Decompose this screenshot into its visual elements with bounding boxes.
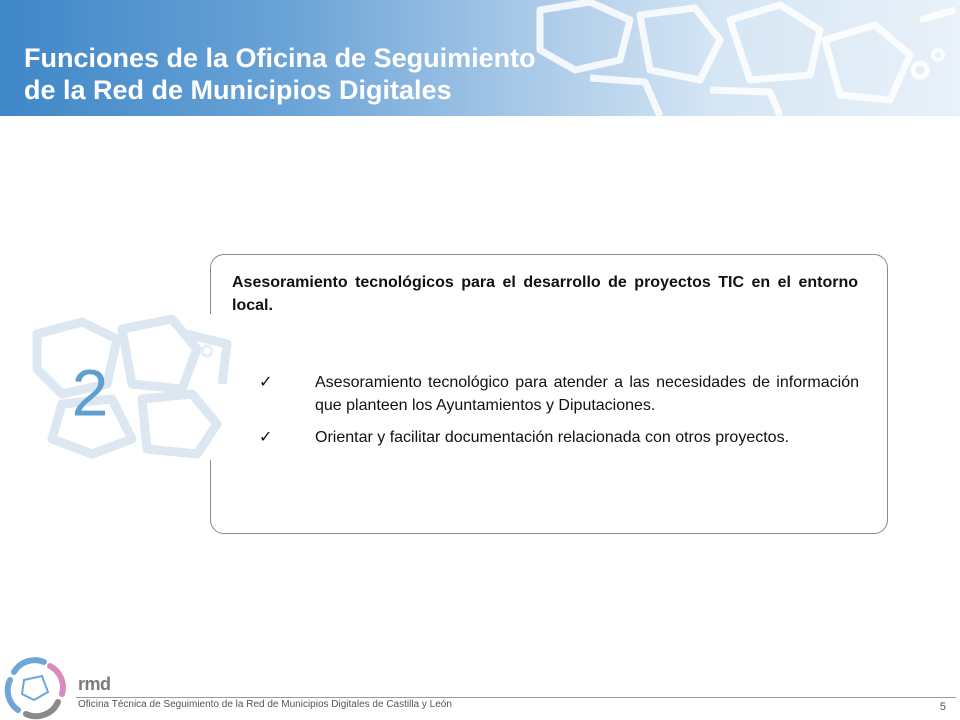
checkmark-icon: ✓ <box>259 429 273 446</box>
header-banner <box>0 0 960 116</box>
footer-divider <box>76 697 956 698</box>
title-line-2: de la Red de Municipios Digitales <box>24 75 452 105</box>
bullet-text: Asesoramiento tecnológico para atender a las necesidades de información que planteen los Ayuntamientos y Diputaciones. <box>315 374 859 414</box>
brand-name: rmd <box>78 674 111 694</box>
page-title <box>24 42 724 106</box>
checkmark-icon: ✓ <box>259 374 273 391</box>
list-item <box>259 426 859 449</box>
badge-number: 2 <box>71 355 109 430</box>
title-line-1: Funciones de la Oficina de Seguimiento <box>24 43 536 73</box>
bullet-text: Orientar y facilitar documentación relacionada con otros proyectos. <box>315 429 790 446</box>
list-item <box>259 371 859 417</box>
bullet-list <box>259 371 859 458</box>
page-number: 5 <box>939 701 946 713</box>
card-heading: Asesoramiento tecnológicos para el desarrollo de proyectos TIC en el entorno local. <box>232 274 858 314</box>
map-badge-icon <box>22 314 236 460</box>
number-badge <box>22 314 236 460</box>
footer-text: Oficina Técnica de Seguimiento de la Red de Municipios Digitales de Castilla y León <box>78 699 452 710</box>
function-card <box>210 254 888 534</box>
rmd-logo-icon <box>2 654 72 720</box>
